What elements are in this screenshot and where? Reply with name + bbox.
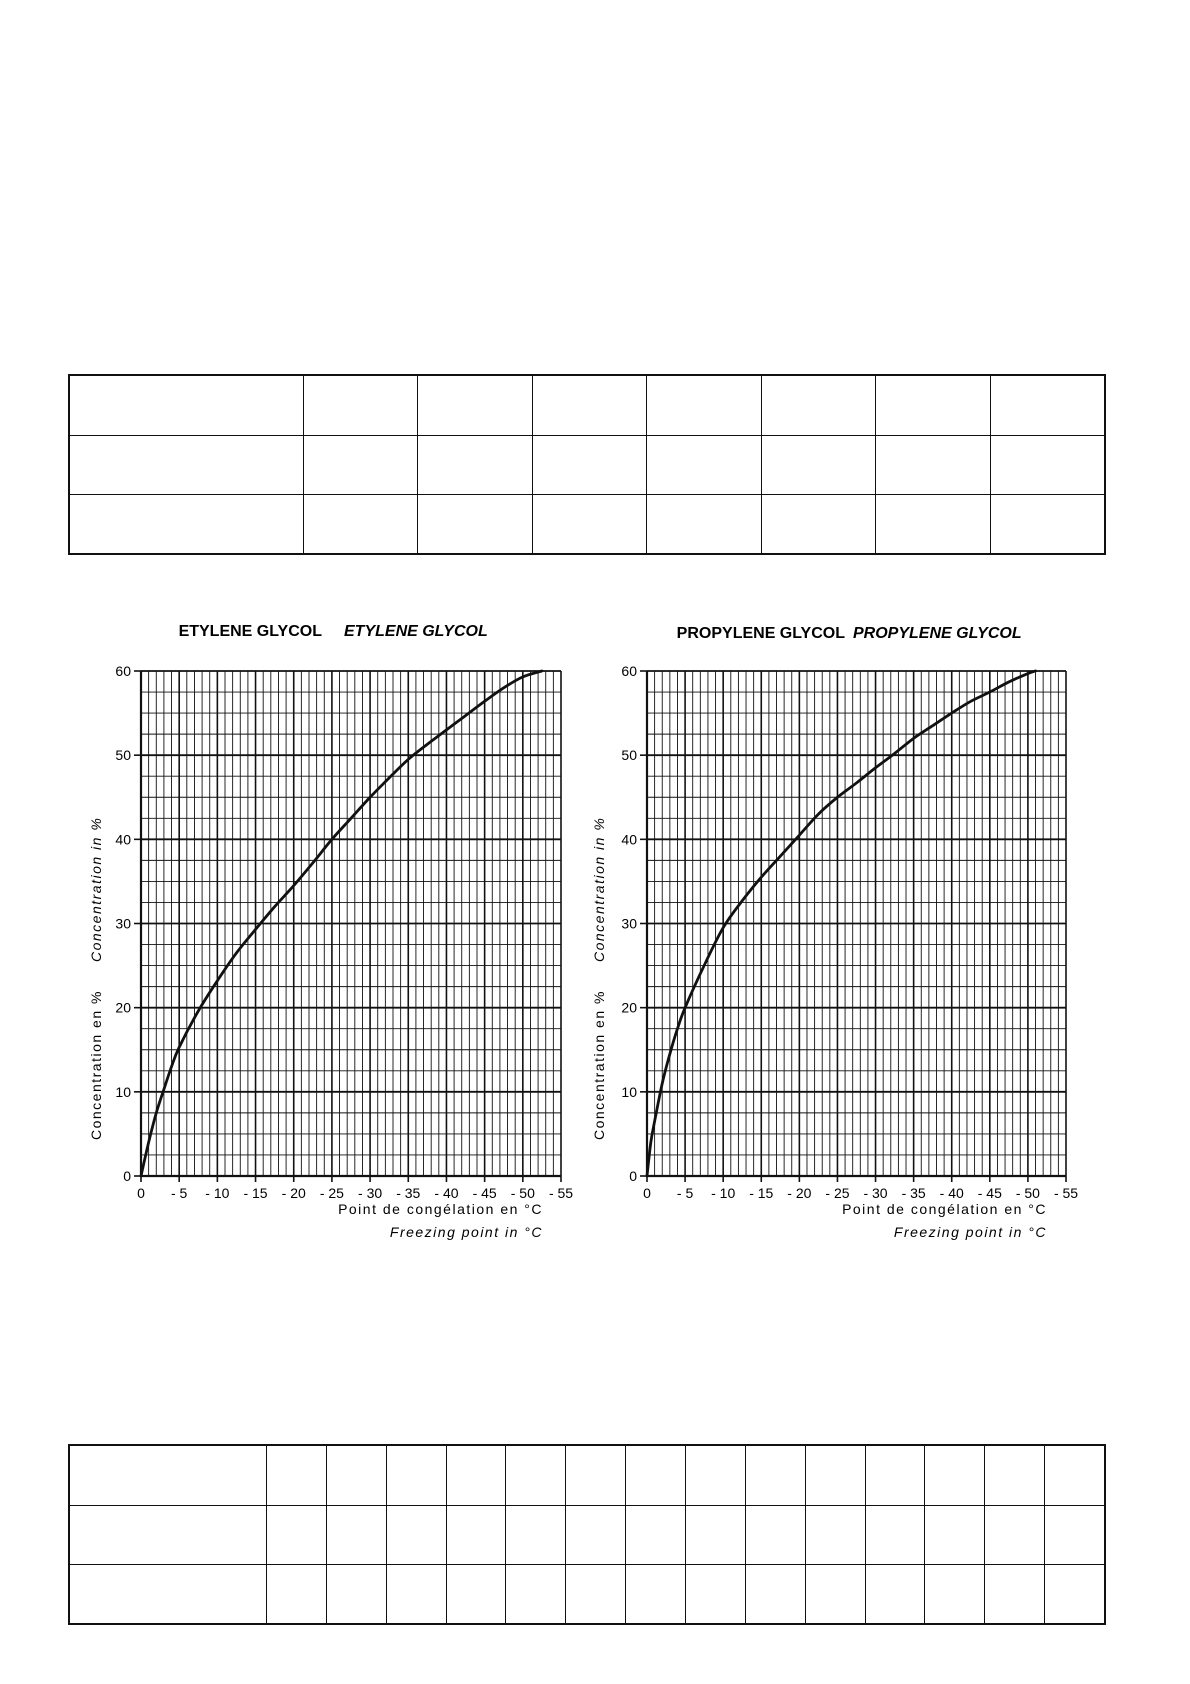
table-row-divider: [70, 1564, 1104, 1565]
y-tick-label: 20: [621, 999, 637, 1016]
x-tick-label: - 35: [901, 1185, 926, 1201]
x-tick-label: - 15: [749, 1185, 774, 1201]
y-tick-label: 50: [115, 747, 131, 764]
y-tick-label: 40: [115, 831, 131, 848]
x-tick-label: - 30: [358, 1185, 383, 1201]
table-column-divider: [805, 1446, 806, 1623]
xlabel-plain: Point de congélation en °C: [842, 1201, 1047, 1217]
x-tick-label: - 35: [396, 1185, 421, 1201]
ylabel-plain: Concentration en %: [591, 990, 607, 1140]
propylene-glycol-chart: [591, 625, 1078, 1240]
x-tick-label: - 55: [548, 1185, 574, 1201]
chart-title-italic: PROPYLENE GLYCOL: [853, 625, 1022, 642]
table-column-divider: [685, 1446, 686, 1623]
x-tick-label: 0: [137, 1185, 145, 1201]
chart-title-plain: PROPYLENE GLYCOL: [676, 625, 845, 642]
xlabel-italic: Freezing point in °C: [893, 1224, 1047, 1240]
ylabel-italic: Concentration in %: [88, 816, 104, 962]
y-tick-label: 60: [621, 663, 637, 679]
x-tick-label: - 50: [510, 1185, 535, 1201]
table-column-divider: [326, 1446, 327, 1623]
y-tick-label: 40: [621, 831, 637, 848]
table-column-divider: [386, 1446, 387, 1623]
table-column-divider: [865, 1446, 866, 1623]
xlabel-italic: Freezing point in °C: [389, 1224, 543, 1240]
chart-title-italic: ETYLENE GLYCOL: [344, 623, 488, 640]
x-tick-label: - 25: [825, 1185, 850, 1201]
y-tick-label: 0: [629, 1168, 637, 1184]
y-tick-label: 60: [115, 663, 131, 679]
x-tick-label: - 45: [977, 1185, 1002, 1201]
table-column-divider: [266, 1446, 267, 1623]
x-tick-label: - 20: [281, 1185, 306, 1201]
x-tick-label: - 55: [1053, 1185, 1079, 1201]
y-tick-label: 0: [123, 1168, 131, 1184]
x-tick-label: - 10: [205, 1185, 230, 1201]
x-tick-label: 0: [643, 1185, 651, 1201]
x-tick-label: - 5: [676, 1185, 694, 1201]
x-tick-label: - 5: [171, 1185, 188, 1201]
table-column-divider: [924, 1446, 925, 1623]
y-tick-label: 10: [621, 1083, 637, 1100]
y-tick-label: 10: [115, 1083, 131, 1100]
y-tick-label: 50: [621, 747, 637, 764]
x-tick-label: - 10: [711, 1185, 736, 1201]
x-tick-label: - 40: [939, 1185, 964, 1201]
x-tick-label: - 25: [319, 1185, 344, 1201]
y-tick-label: 30: [115, 915, 131, 932]
x-tick-label: - 20: [787, 1185, 812, 1201]
x-tick-label: - 45: [472, 1185, 497, 1201]
table-column-divider: [505, 1446, 506, 1623]
bottom-empty-table: [68, 1444, 1106, 1625]
table-column-divider: [565, 1446, 566, 1623]
y-tick-label: 30: [621, 915, 637, 932]
ylabel-plain: Concentration en %: [88, 990, 104, 1140]
table-column-divider: [446, 1446, 447, 1623]
table-column-divider: [625, 1446, 626, 1623]
y-tick-label: 20: [115, 999, 131, 1016]
x-tick-label: - 15: [243, 1185, 268, 1201]
table-column-divider: [745, 1446, 746, 1623]
x-tick-label: - 40: [434, 1185, 459, 1201]
etylene-glycol-chart: [88, 623, 573, 1240]
table-row-divider: [70, 1505, 1104, 1506]
x-tick-label: - 30: [863, 1185, 888, 1201]
x-tick-label: - 50: [1015, 1185, 1040, 1201]
table-column-divider: [1044, 1446, 1045, 1623]
xlabel-plain: Point de congélation en °C: [338, 1201, 543, 1217]
chart-title-plain: ETYLENE GLYCOL: [178, 623, 322, 640]
table-column-divider: [984, 1446, 985, 1623]
ylabel-italic: Concentration in %: [591, 816, 607, 962]
